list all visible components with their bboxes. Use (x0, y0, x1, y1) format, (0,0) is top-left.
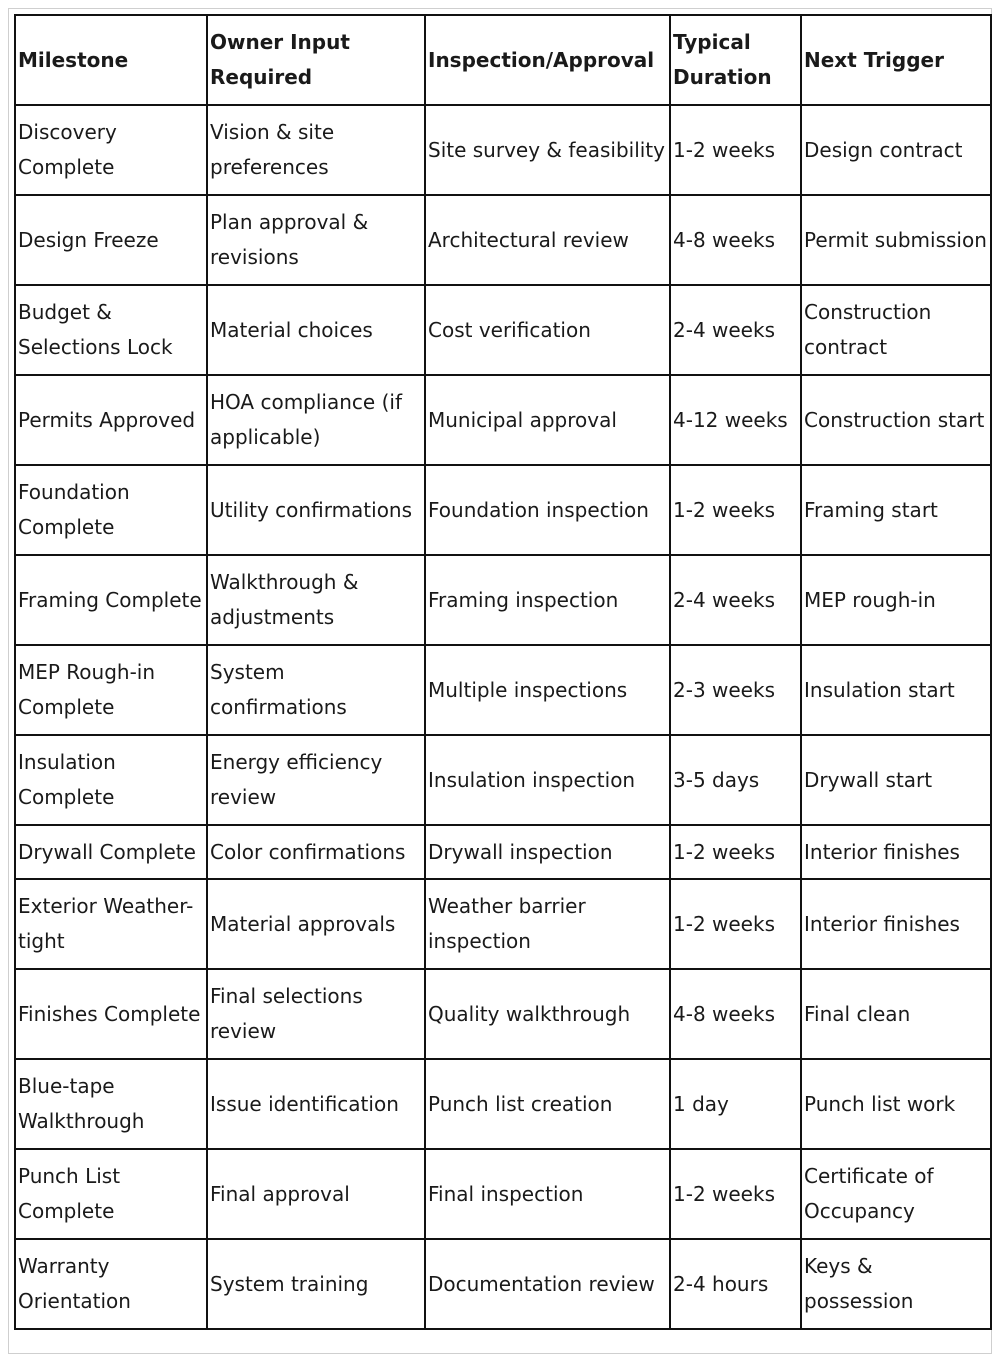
cell-milestone: Blue-tape Walkthrough (15, 1059, 207, 1149)
cell-owner-input: Final selections review (207, 969, 425, 1059)
table-row (15, 825, 991, 879)
cell-duration: 1 day (670, 1059, 801, 1149)
cell-duration: 4-8 weeks (670, 195, 801, 285)
cell-next-trigger: Final clean (801, 969, 991, 1059)
table-row (15, 465, 991, 555)
cell-owner-input: Utility confirmations (207, 465, 425, 555)
table-row (15, 375, 991, 465)
cell-inspection: Architectural review (425, 195, 670, 285)
cell-milestone: Permits Approved (15, 375, 207, 465)
cell-inspection: Framing inspection (425, 555, 670, 645)
header-owner-input: Owner Input Required (207, 15, 425, 105)
table-row (15, 1239, 991, 1329)
cell-next-trigger: Interior finishes (801, 879, 991, 969)
cell-inspection: Quality walkthrough (425, 969, 670, 1059)
cell-duration: 1-2 weeks (670, 1149, 801, 1239)
table-row (15, 735, 991, 825)
cell-owner-input: Final approval (207, 1149, 425, 1239)
cell-duration: 1-2 weeks (670, 879, 801, 969)
table-header-row (15, 15, 991, 105)
table-row (15, 285, 991, 375)
cell-milestone: Framing Complete (15, 555, 207, 645)
cell-duration: 3-5 days (670, 735, 801, 825)
cell-owner-input: Plan approval & revisions (207, 195, 425, 285)
cell-next-trigger: Insulation start (801, 645, 991, 735)
cell-owner-input: System training (207, 1239, 425, 1329)
cell-duration: 1-2 weeks (670, 825, 801, 879)
cell-next-trigger: Certificate of Occupancy (801, 1149, 991, 1239)
header-inspection-approval: Inspection/Approval (425, 15, 670, 105)
table-row (15, 969, 991, 1059)
cell-duration: 4-8 weeks (670, 969, 801, 1059)
cell-inspection: Cost verification (425, 285, 670, 375)
cell-inspection: Multiple inspections (425, 645, 670, 735)
cell-owner-input: Material approvals (207, 879, 425, 969)
table-row (15, 879, 991, 969)
cell-milestone: Insulation Complete (15, 735, 207, 825)
cell-owner-input: Walkthrough & adjustments (207, 555, 425, 645)
cell-milestone: Finishes Complete (15, 969, 207, 1059)
cell-milestone: Budget & Selections Lock (15, 285, 207, 375)
table-row (15, 1149, 991, 1239)
cell-duration: 4-12 weeks (670, 375, 801, 465)
cell-next-trigger: Permit submission (801, 195, 991, 285)
cell-owner-input: Material choices (207, 285, 425, 375)
cell-next-trigger: Interior finishes (801, 825, 991, 879)
cell-owner-input: Energy efficiency review (207, 735, 425, 825)
cell-milestone: Foundation Complete (15, 465, 207, 555)
table-row (15, 195, 991, 285)
cell-owner-input: Color confirmations (207, 825, 425, 879)
table-row (15, 555, 991, 645)
header-milestone: Milestone (15, 15, 207, 105)
table-row (15, 105, 991, 195)
cell-next-trigger: Drywall start (801, 735, 991, 825)
table-row (15, 645, 991, 735)
cell-duration: 2-4 hours (670, 1239, 801, 1329)
cell-duration: 2-4 weeks (670, 555, 801, 645)
cell-next-trigger: Punch list work (801, 1059, 991, 1149)
cell-inspection: Drywall inspection (425, 825, 670, 879)
cell-inspection: Punch list creation (425, 1059, 670, 1149)
cell-duration: 1-2 weeks (670, 465, 801, 555)
cell-duration: 2-4 weeks (670, 285, 801, 375)
cell-owner-input: Issue identification (207, 1059, 425, 1149)
cell-next-trigger: Construction start (801, 375, 991, 465)
cell-milestone: Design Freeze (15, 195, 207, 285)
cell-next-trigger: Keys & possession (801, 1239, 991, 1329)
cell-next-trigger: Framing start (801, 465, 991, 555)
cell-inspection: Final inspection (425, 1149, 670, 1239)
cell-inspection: Insulation inspection (425, 735, 670, 825)
cell-milestone: MEP Rough-in Complete (15, 645, 207, 735)
cell-inspection: Site survey & feasibility (425, 105, 670, 195)
cell-inspection: Municipal approval (425, 375, 670, 465)
cell-milestone: Discovery Complete (15, 105, 207, 195)
cell-inspection: Documentation review (425, 1239, 670, 1329)
cell-milestone: Punch List Complete (15, 1149, 207, 1239)
cell-milestone: Warranty Orientation (15, 1239, 207, 1329)
cell-inspection: Weather barrier inspection (425, 879, 670, 969)
cell-milestone: Exterior Weather-tight (15, 879, 207, 969)
cell-next-trigger: MEP rough-in (801, 555, 991, 645)
cell-owner-input: Vision & site preferences (207, 105, 425, 195)
cell-owner-input: HOA compliance (if applicable) (207, 375, 425, 465)
table-row (15, 1059, 991, 1149)
cell-next-trigger: Design contract (801, 105, 991, 195)
cell-milestone: Drywall Complete (15, 825, 207, 879)
cell-duration: 2-3 weeks (670, 645, 801, 735)
cell-next-trigger: Construction contract (801, 285, 991, 375)
header-next-trigger: Next Trigger (801, 15, 991, 105)
cell-duration: 1-2 weeks (670, 105, 801, 195)
header-typical-duration: Typical Duration (670, 15, 801, 105)
cell-owner-input: System confirmations (207, 645, 425, 735)
milestone-table (14, 14, 992, 1330)
cell-inspection: Foundation inspection (425, 465, 670, 555)
